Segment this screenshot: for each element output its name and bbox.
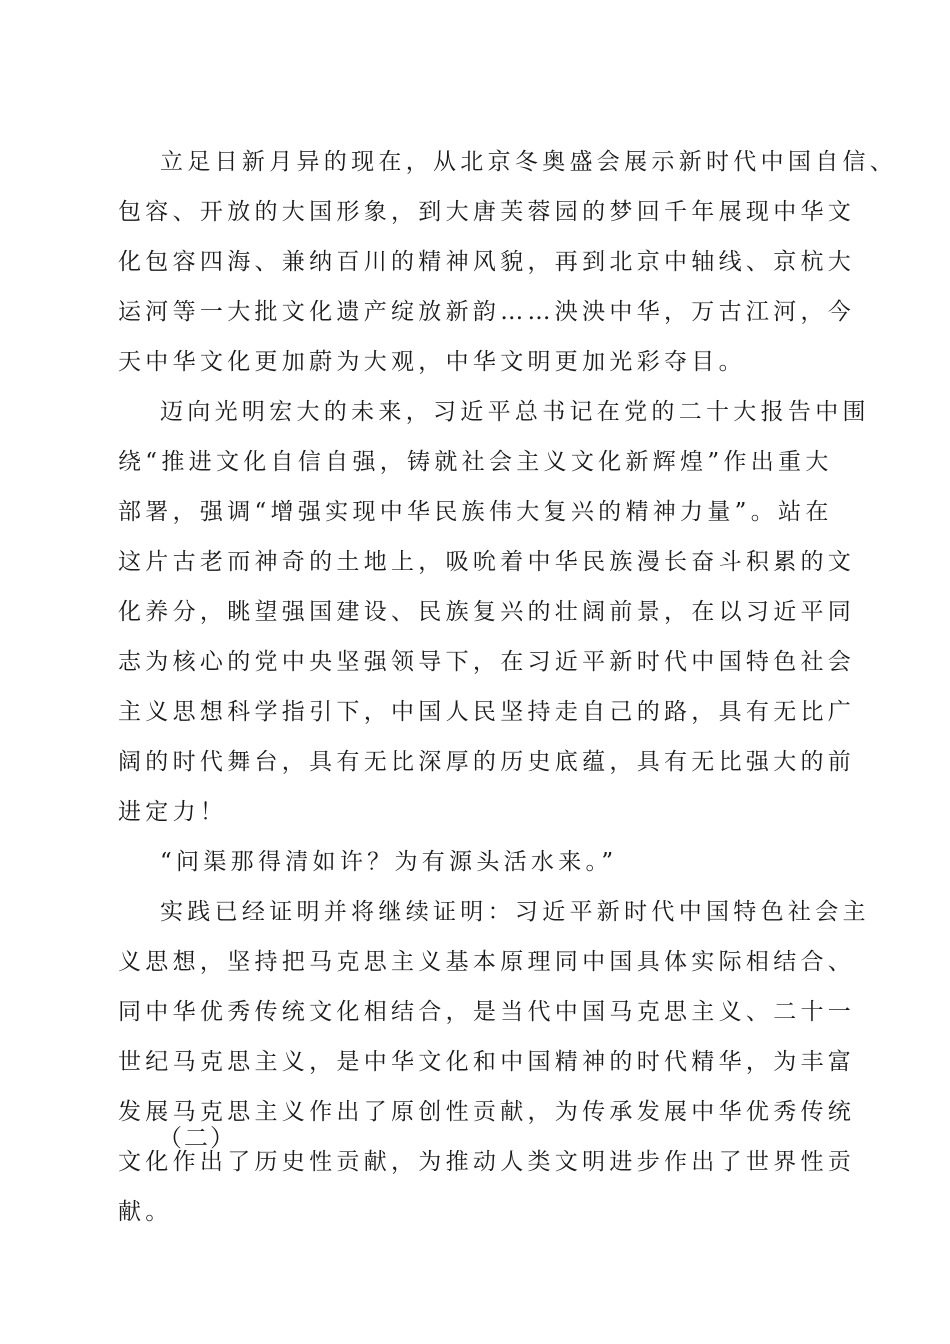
text-line: 立足日新月异的现在，从北京冬奥盛会展示新时代中国自信、	[160, 149, 898, 175]
paragraph-3-quote	[118, 837, 836, 887]
text-line: 化养分，眺望强国建设、民族复兴的壮阔前景，在以习近平同	[118, 599, 856, 625]
text-line: 世纪马克思主义，是中华文化和中国精神的时代精华，为丰富	[118, 1049, 856, 1075]
text-line: 进定力！	[118, 799, 228, 825]
text-line: 化包容四海、兼纳百川的精神风貌，再到北京中轴线、京杭大	[118, 249, 856, 275]
text-line: 发展马克思主义作出了原创性贡献，为传承发展中华优秀传统	[118, 1099, 856, 1125]
text-line: “问渠那得清如许？为有源头活水来。”	[160, 849, 618, 875]
text-line: 义思想，坚持把马克思主义基本原理同中国具体实际相结合、	[118, 949, 856, 975]
text-line: 这片古老而神奇的土地上，吸吮着中华民族漫长奋斗积累的文	[118, 549, 856, 575]
text-line: 运河等一大批文化遗产绽放新韵……泱泱中华，万古江河，今	[118, 299, 856, 325]
text-line: 迈向光明宏大的未来，习近平总书记在党的二十大报告中围	[160, 399, 870, 425]
text-line: 献。	[118, 1199, 173, 1225]
body-text	[118, 137, 898, 1237]
text-line: 阔的时代舞台，具有无比深厚的历史底蕴，具有无比强大的前	[118, 749, 856, 775]
text-line: 部署，强调“增强实现中华民族伟大复兴的精神力量”。站在	[118, 499, 833, 525]
text-line: 包容、开放的大国形象，到大唐芙蓉园的梦回千年展现中华文	[118, 199, 856, 225]
section-heading: （二）	[158, 1124, 236, 1152]
text-line: 实践已经证明并将继续证明：习近平新时代中国特色社会主	[160, 899, 870, 925]
text-line: 主义思想科学指引下，中国人民坚持走自己的路，具有无比广	[118, 699, 856, 725]
paragraph-2	[118, 387, 870, 837]
paragraph-1	[118, 137, 898, 387]
text-line: 同中华优秀传统文化相结合，是当代中国马克思主义、二十一	[118, 999, 856, 1025]
text-line: 绕“推进文化自信自强，铸就社会主义文化新辉煌”作出重大	[118, 449, 833, 475]
text-line: 文化作出了历史性贡献，为推动人类文明进步作出了世界性贡	[118, 1149, 856, 1175]
text-line: 天中华文化更加蔚为大观，中华文明更加光彩夺目。	[118, 349, 746, 375]
paragraph-4	[118, 887, 870, 1237]
text-line: 志为核心的党中央坚强领导下，在习近平新时代中国特色社会	[118, 649, 856, 675]
